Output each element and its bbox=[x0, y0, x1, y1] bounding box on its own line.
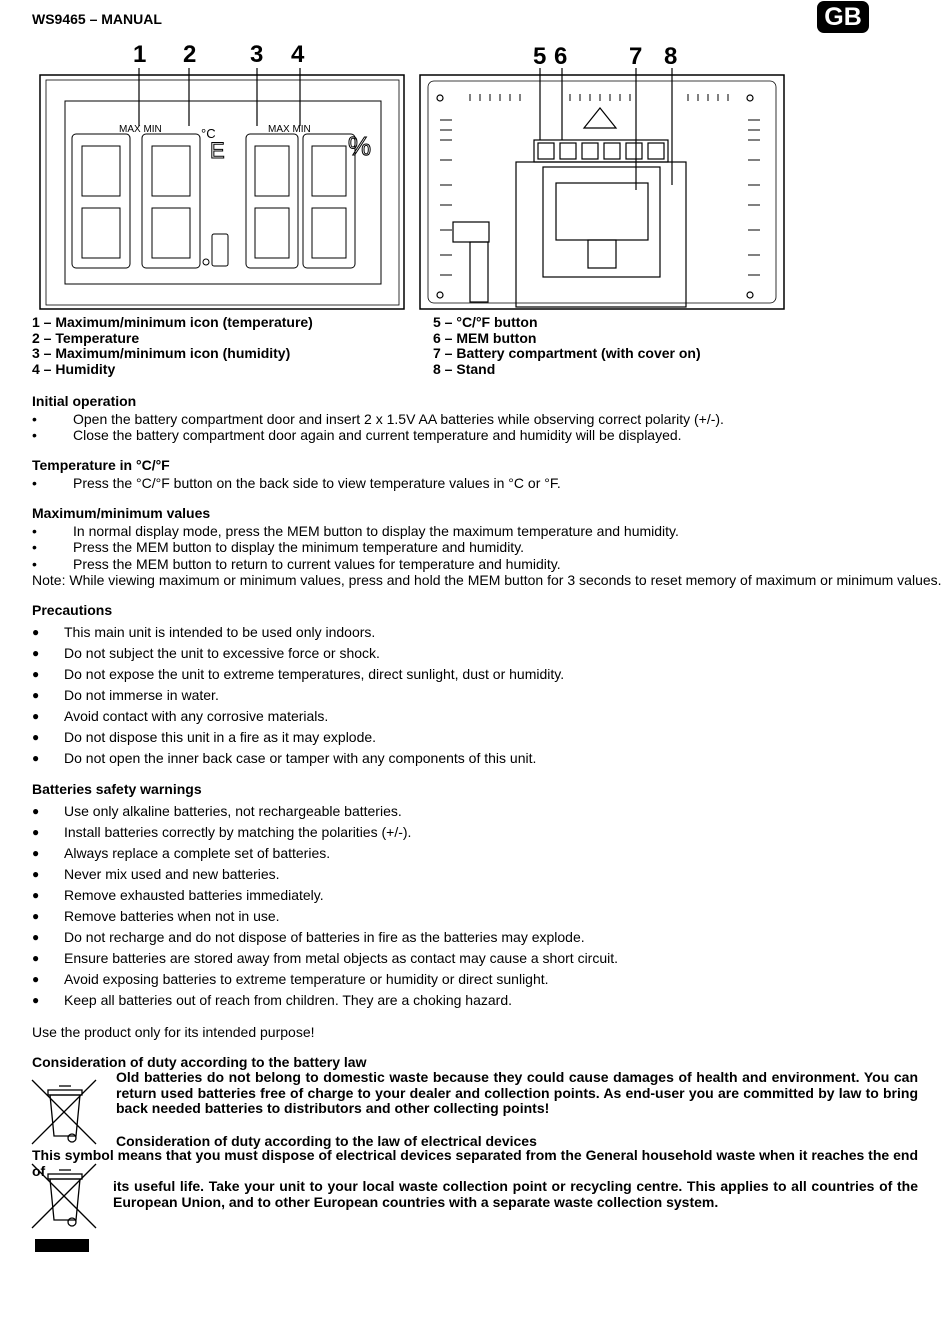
text-line: European Union, and to other European countries with a separate waste collection system. bbox=[113, 1194, 719, 1211]
list-item: ● Do not open the inner back case or tamper with any components of this unit. bbox=[32, 748, 564, 769]
legend-item: 1 – Maximum/minimum icon (temperature) bbox=[32, 314, 313, 330]
electrical-law-text bbox=[32, 1148, 918, 1211]
section-title: Temperature in °C/°F bbox=[32, 457, 170, 473]
callout-8: 8 bbox=[664, 43, 678, 70]
section-temperature-unit bbox=[32, 457, 561, 491]
legend-left bbox=[32, 315, 313, 378]
text-line: its useful life. Take your unit to your local waste collection point or recycling centre. This applies to all countries of the bbox=[113, 1178, 918, 1195]
list-item: ● Do not immerse in water. bbox=[32, 685, 564, 706]
list-item: • Open the battery compartment door and insert 2 x 1.5V AA batteries while observing correct polarity (+/-). bbox=[32, 411, 724, 427]
list-item: • In normal display mode, press the MEM button to display the maximum temperature and humidity. bbox=[32, 523, 942, 539]
section-title: Batteries safety warnings bbox=[32, 781, 202, 797]
callout-5: 5 bbox=[533, 43, 547, 70]
section-max-min bbox=[32, 505, 942, 588]
crossed-out-wheelie-bin-icon bbox=[30, 1162, 100, 1232]
lcd-maxmin-temp: MAX MIN bbox=[119, 124, 162, 135]
electrical-law-title: Consideration of duty according to the law of electrical devices bbox=[116, 1133, 537, 1149]
crossed-out-wheelie-bin-icon bbox=[30, 1078, 100, 1148]
list-item: • Press the MEM button to return to current values for temperature and humidity. bbox=[32, 556, 942, 572]
legend-item: 6 – MEM button bbox=[433, 329, 537, 346]
text-line: return used batteries free of charge to your dealer and collection points. As end-user you are committed by law to bring bbox=[116, 1084, 918, 1101]
list-item: ● Use only alkaline batteries, not rechargeable batteries. bbox=[32, 801, 618, 822]
text-line: back needed batteries to distributors and other collecting points! bbox=[116, 1100, 550, 1117]
battery-law-title: Consideration of duty according to the battery law bbox=[32, 1054, 367, 1070]
list-item: ● Always replace a complete set of batteries. bbox=[32, 843, 618, 864]
manual-title: WS9465 – MANUAL bbox=[32, 11, 162, 27]
section-precautions bbox=[32, 602, 564, 769]
legend-item: 7 – Battery compartment (with cover on) bbox=[433, 345, 701, 362]
legend-item: 5 – °C/°F button bbox=[433, 314, 538, 330]
section-title: Precautions bbox=[32, 602, 113, 618]
list-item: ● Keep all batteries out of reach from children. They are a choking hazard. bbox=[32, 990, 618, 1011]
list-item: ● Install batteries correctly by matching the polarities (+/-). bbox=[32, 822, 618, 843]
list-item: ● Avoid contact with any corrosive materials. bbox=[32, 706, 564, 727]
list-item: ● This main unit is intended to be used only indoors. bbox=[32, 622, 564, 643]
list-item: ● Do not recharge and do not dispose of batteries in fire as the batteries may explode. bbox=[32, 927, 618, 948]
battery-law-text bbox=[116, 1070, 918, 1117]
list-item: • Press the MEM button to display the minimum temperature and humidity. bbox=[32, 539, 942, 555]
callout-3: 3 bbox=[250, 41, 264, 68]
callout-2: 2 bbox=[183, 41, 197, 68]
list-item: ● Do not dispose this unit in a fire as it may explode. bbox=[32, 727, 564, 748]
lcd-temp-unit: °C bbox=[201, 126, 216, 141]
legend-item: 3 – Maximum/minimum icon (humidity) bbox=[32, 345, 291, 362]
list-item: ● Never mix used and new batteries. bbox=[32, 864, 618, 885]
list-item: ● Avoid exposing batteries to extreme temperature or humidity or direct sunlight. bbox=[32, 969, 618, 990]
callout-1: 1 bbox=[133, 41, 147, 68]
text-line: Old batteries do not belong to domestic waste because they could cause damages of health and environment. You can bbox=[116, 1069, 918, 1085]
callout-4: 4 bbox=[291, 41, 305, 68]
list-item: ● Ensure batteries are stored away from metal objects as contact may cause a short circuit. bbox=[32, 948, 618, 969]
section-battery-warnings bbox=[32, 781, 618, 1011]
section-title: Initial operation bbox=[32, 393, 137, 409]
section-title: Maximum/minimum values bbox=[32, 505, 211, 521]
lcd-percent: % bbox=[348, 131, 372, 161]
list-item: ● Remove batteries when not in use. bbox=[32, 906, 618, 927]
note-text: Note: While viewing maximum or minimum values, press and hold the MEM button for 3 seconds to reset memory of maximum or minimum values. bbox=[32, 571, 942, 588]
bin-underline-bar bbox=[35, 1239, 89, 1252]
callout-6: 6 bbox=[554, 43, 568, 70]
legend-item: 8 – Stand bbox=[433, 361, 496, 378]
callout-7: 7 bbox=[629, 43, 643, 70]
text-line: This symbol means that you must dispose of electrical devices separated from the General household waste when it reaches the end of bbox=[32, 1147, 918, 1179]
list-item: • Press the °C/°F button on the back side to view temperature values in °C or °F. bbox=[32, 475, 561, 491]
list-item: ● Do not expose the unit to extreme temperatures, direct sunlight, dust or humidity. bbox=[32, 664, 564, 685]
rear-view-diagram bbox=[0, 0, 950, 320]
section-initial-operation bbox=[32, 393, 724, 444]
list-item: ● Remove exhausted batteries immediately. bbox=[32, 885, 618, 906]
legend-item: 4 – Humidity bbox=[32, 361, 116, 378]
legend-right bbox=[433, 315, 701, 378]
intended-purpose: Use the product only for its intended purpose! bbox=[32, 1024, 315, 1040]
list-item: • Close the battery compartment door again and current temperature and humidity will be displayed. bbox=[32, 427, 724, 443]
legend-item: 2 – Temperature bbox=[32, 329, 140, 346]
language-badge: GB bbox=[817, 1, 869, 33]
lcd-maxmin-hum: MAX MIN bbox=[268, 124, 311, 135]
lcd-unit-glyph: E bbox=[210, 138, 225, 163]
list-item: ● Do not subject the unit to excessive force or shock. bbox=[32, 643, 564, 664]
